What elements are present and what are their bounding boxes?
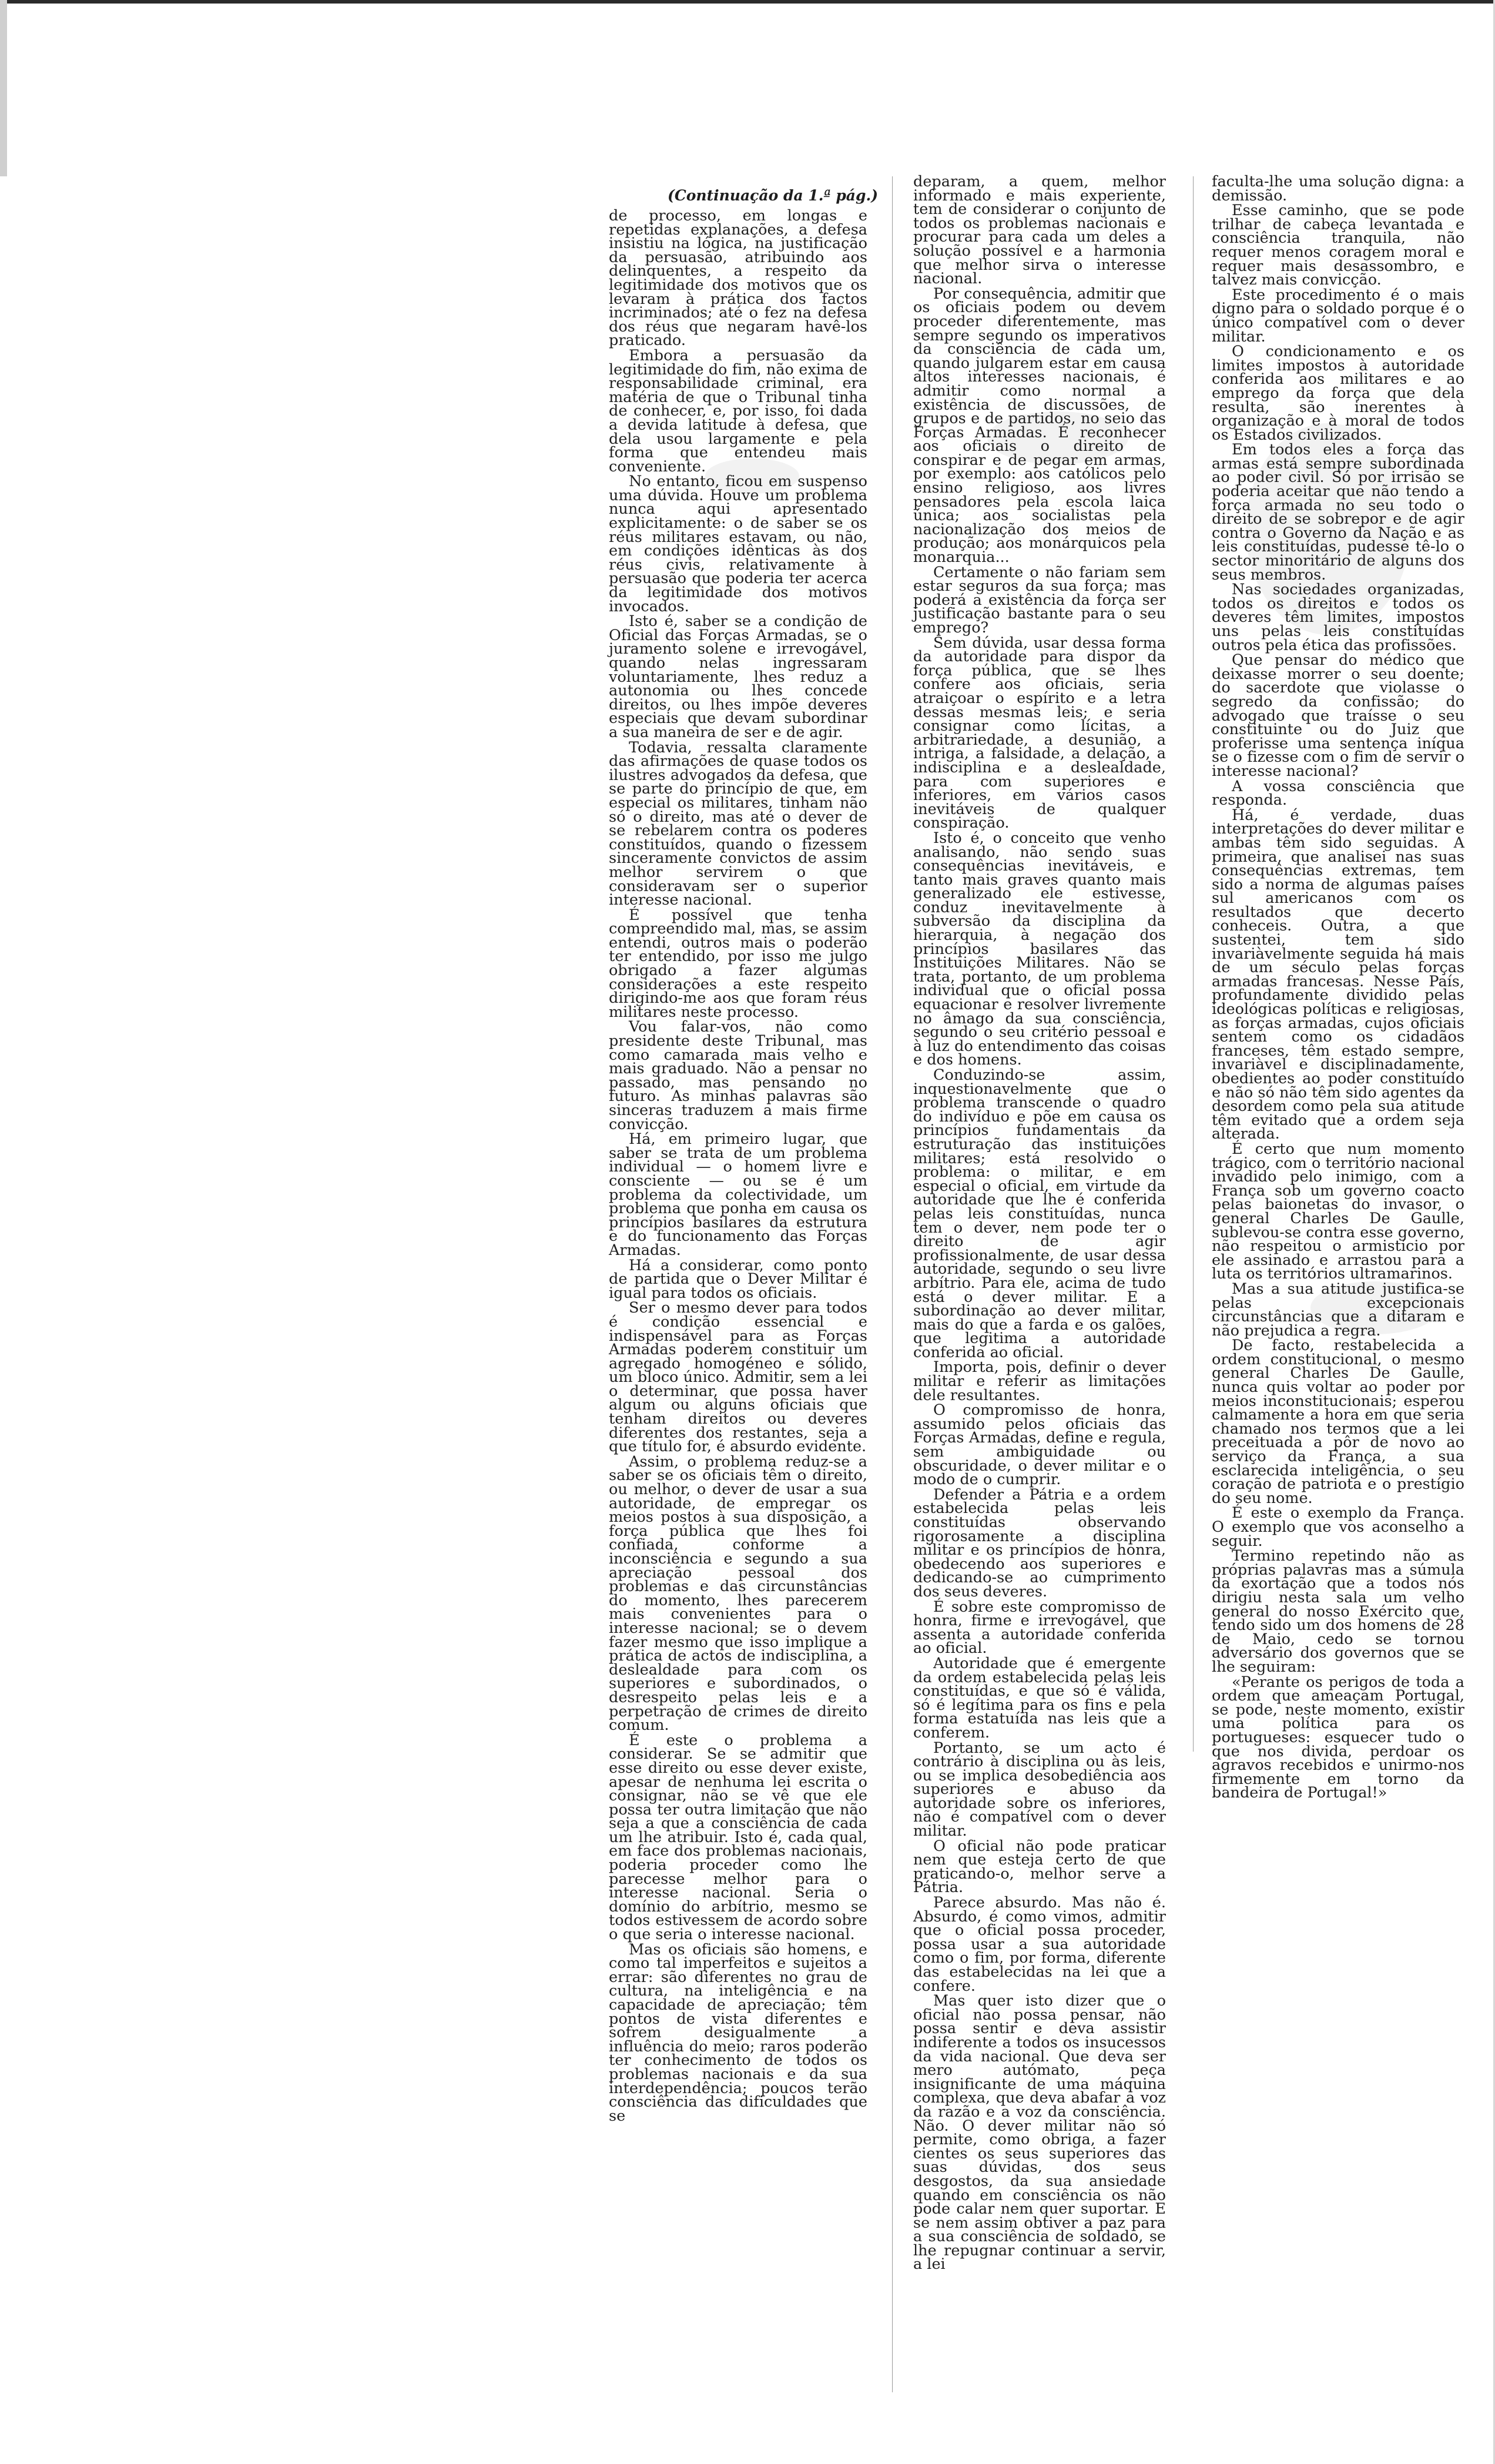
article-paragraph: Vou falar-vos, não como presidente deste Tribunal, mas como camarada mais velho e mais graduado. Não a pensar no passado, mas pensando no futuro. As minhas palavras são sinceras traduzem a mais firme convicção. <box>609 1018 867 1133</box>
article-paragraph: Parece absurdo. Mas não é. Absurdo, é como vimos, admitir que o oficial possa proceder, possa usar a sua autoridade como o fim, por forma, diferente das estabelecidas na lei que a confere. <box>913 1894 1166 1995</box>
article-paragraph: Este procedimento é o mais digno para o soldado porque é o único compatível com o dever militar. <box>1212 286 1464 346</box>
article-paragraph: Esse caminho, que se pode trilhar de cabeça levantada e consciência tranquila, não requer menos coragem moral e requer mais desassombro, e talvez mais convicção. <box>1212 202 1464 289</box>
article-paragraph: deparam, a quem, melhor informado e mais experiente, tem de considerar o conjunto de todos os problemas nacionais e procurar para cada um deles a solução possível e a harmonia que melhor sirva o interesse nacional. <box>913 173 1166 288</box>
article-paragraph: O oficial não pode praticar nem que esteja certo de que praticando-o, melhor serve a Pátria. <box>913 1837 1166 1897</box>
article-paragraph: Isto é, o conceito que venho analisando, não sendo suas consequências inevitáveis, e tanto mais graves quanto mais generalizado ele estivesse, conduz inevitavelmente à subversão da disciplina da hierarquia, à negação dos princípios basilares das Instituições Militares. Não se trata, portanto, de um problema individual que o oficial possa equacionar e resolver livremente no âmago da sua consciência, segundo o seu critério pessoal e à luz do entendimento das coisas e dos homens. <box>913 829 1166 1069</box>
article-column-2 <box>913 175 1166 2273</box>
article-paragraph: Em todos eles a força das armas está sempre subordinada ao poder civil. Só por irrisão se poderia aceitar que não tendo a força armada no seu todo o direito de se sobrepor e de agir contra o Governo da Nação e as leis constituídas, pudesse tê-lo o sector minoritário de alguns dos seus membros. <box>1212 441 1464 584</box>
scan-left-shadow <box>0 0 7 176</box>
column-divider <box>892 176 893 2392</box>
scan-top-edge <box>0 0 1495 4</box>
article-column-1 <box>609 209 867 2124</box>
article-paragraph: No entanto, ficou em suspenso uma dúvida. Houve um problema nunca aqui apresentado explicitamente: o de saber se os réus militares estavam, ou não, em condições idênticas às dos réus civis, relativamente à persuasão que poderia ter acerca da legitimidade dos motivos invocados. <box>609 473 867 615</box>
continuation-header: (Continuação da 1.ª pág.) <box>668 187 879 204</box>
article-paragraph: Há a considerar, como ponto de partida que o Dever Militar é igual para todos os oficiais. <box>609 1256 867 1302</box>
column-divider <box>1193 176 1194 1752</box>
article-paragraph: Todavia, ressalta claramente das afirmações de quase todos os ilustres advogados da defesa, que se parte do princípio de que, em especial os militares, tinham não só o direito, mas até o dever de se rebelarem contra os poderes constituídos, quando o fizessem sinceramente convictos de assim melhor servirem o que consideravam ser o superior interesse nacional. <box>609 738 867 909</box>
article-paragraph: Mas os oficiais são homens, e como tal imperfeitos e sujeitos a errar: são diferentes no grau de cultura, na inteligência e na capacidade de apreciação; têm pontos de vista diferentes e sofrem desigualmente a influência do meio; raros poderão ter conhecimento de todos os problemas nacionais e da sua interdependência; poucos terão consciência das dificuldades que se <box>609 1940 867 2125</box>
article-paragraph: Importa, pois, definir o dever militar e referir as limitações dele resultantes. <box>913 1358 1166 1404</box>
article-paragraph: A vossa consciência que responda. <box>1212 777 1464 809</box>
article-paragraph: Nas sociedades organizadas, todos os direitos e todos os deveres têm limites, impostos uns pelas leis constituídas outros pela ética das profissões. <box>1212 581 1464 654</box>
article-paragraph: Autoridade que é emergente da ordem estabelecida pelas leis constituídas, e que só é válida, só é legítima para os fins e pela forma estatuída nas leis que a conferem. <box>913 1654 1166 1742</box>
article-paragraph: Que pensar do médico que deixasse morrer o seu doente; do sacerdote que violasse o segredo da confissão; do advogado que traísse o seu constituinte ou do Juiz que proferisse uma sentença iníqua se o fizesse com o fim de servir o interesse nacional? <box>1212 651 1464 780</box>
article-paragraph: Mas a sua atitude justifica-se pelas excepcionais circunstâncias que a ditaram e não prejudica a regra. <box>1212 1280 1464 1340</box>
article-paragraph: Há, é verdade, duas interpretações do dever militar e ambas têm sido seguidas. A primeira, que analisei nas suas consequências extremas, tem sido a norma de algumas países sul americanos com os resultados que decerto conheceis. Outra, a que sustentei, tem sido invariàvelmente seguida há mais de um século pelas forças armadas francesas. Nesse País, profundamente dividido pelas ideológicas políticas e religiosas, as forças armadas, cujos oficiais sentem como os cidadãos franceses, têm estado sempre, invariàvel e disciplinadamente, obedientes ao poder constituído e não só não têm sido agentes da desordem como pela sua atitude têm evitado que a ordem seja alterada. <box>1212 806 1464 1143</box>
article-paragraph: De facto, restabelecida a ordem constitucional, o mesmo general Charles De Gaulle, nunca quis voltar ao poder por meios inconstitucionais; esperou calmamente a hora em que seria chamado nos termos que a lei preceituada a pôr de novo ao serviço da França, a sua esclarecida inteligência, o seu coração de patriota e o prestígio do seu nome. <box>1212 1337 1464 1507</box>
article-paragraph: Termino repetindo não as próprias palavras mas a súmula da exortação que a todos nós dirigiu nesta sala um velho general do nosso Exército que, tendo sido um dos homens de 28 de Maio, cedo se tornou adversário dos governos que se lhe seguiram: <box>1212 1547 1464 1676</box>
article-paragraph: Defender a Pátria e a ordem estabelecida pelas leis constituídas observando rigorosamente a disciplina militar e os princípios de honra, obedecendo aos superiores e dedicando-se ao cumprimento dos seus deveres. <box>913 1485 1166 1601</box>
article-paragraph: É este o problema a considerar. Se se admitir que esse direito ou esse dever existe, apesar de nenhuma lei escrita o consignar, não se vê que ele possa ter outra limitação que não seja a que a consciência de cada um lhe atribuir. Isto é, cada qual, em face dos problemas nacionais, poderia proceder como lhe parecesse melhor para o interesse nacional. Seria o domínio do arbítrio, mesmo se todos estivessem de acordo sobre o que seria o interesse nacional. <box>609 1731 867 1944</box>
article-paragraph: Por consequência, admitir que os oficiais podem ou devem proceder diferentemente, mas sempre segundo os imperativos da consciência de cada um, quando julgarem estar em causa altos interesses nacionais, é admitir como normal a existência de discussões, de grupos e de partidos, no seio das Forças Armadas. É reconhecer aos oficiais o direito de conspirar e de pegar em armas, por exemplo: aos católicos pelo ensino religioso, aos livres pensadores pela escola laica única; aos socialistas pela nacionalização dos meios de produção; aos monárquicos pela monarquia... <box>913 284 1166 567</box>
article-paragraph: É sobre este compromisso de honra, firme e irrevogável, que assenta a autoridade conferida ao oficial. <box>913 1598 1166 1658</box>
article-paragraph: de processo, em longas e repetidas explanações, a defesa insistiu na lógica, na justificação da persuasão, atribuindo aos delinquentes, a respeito da legitimidade dos motivos que os levaram à prática dos factos incriminados; até o fez na defesa dos réus que negaram havê-los praticado. <box>609 207 867 350</box>
article-paragraph: É este o exemplo da França. O exemplo que vos aconselho a seguir. <box>1212 1504 1464 1550</box>
article-column-3 <box>1212 175 1464 1802</box>
article-paragraph: Sem dúvida, usar dessa forma da autoridade para dispor da força pública, que se lhes confere aos oficiais, seria atraiçoar o espírito e a letra dessas mesmas leis; e seria consignar como lícitas, a arbitrariedade, a desunião, a intriga, a falsidade, a delação, a indisciplina e a deslealdade, para com superiores e inferiores, em vários casos inevitáveis de qualquer conspiração. <box>913 634 1166 832</box>
article-paragraph: Mas quer isto dizer que o oficial não possa pensar, não possa sentir e deva assistir indiferente a todos os insucessos da vida nacional. Que deva ser mero autómato, peça insignificante de uma máquina complexa, que deva abafar a voz da razão e a voz da consciência. Não. O dever militar não só permite, como obriga, a fazer cientes os seus superiores das suas dúvidas, dos seus desgostos, da sua ansiedade quando em consciência os não pode calar nem quer suportar. E se nem assim obtiver a paz para a sua consciência de soldado, se lhe repugnar continuar a servir, a lei <box>913 1992 1166 2274</box>
article-paragraph: Embora a persuasão da legitimidade do fim, não exima de responsabilidade criminal, era matéria de que o Tribunal tinha de conhecer, e, por isso, foi dada a devida latitude à defesa, que dela usou largamente e pela forma que entendeu mais conveniente. <box>609 346 867 476</box>
article-paragraph: É possível que tenha compreendido mal, mas, se assim entendi, outros mais o poderão ter entendido, por isso me julgo obrigado a fazer algumas considerações a este respeito dirigindo-me aos que foram réus militares neste processo. <box>609 906 867 1021</box>
article-paragraph: Assim, o problema reduz-se a saber se os oficiais têm o direito, ou melhor, o dever de usar a sua autoridade, de empregar os meios postos à sua disposição, a força pública que lhes foi confiada, conforme a inconsciência e segundo a sua apreciação pessoal dos problemas e das circunstâncias do momento, lhes parecerem mais convenientes para o interesse nacional; se o devem fazer mesmo que isso implique a prática de actos de indisciplina, a deslealdade para com os superiores e subordinados, o desrespeito pelas leis e a perpetração de crimes de direito comum. <box>609 1452 867 1735</box>
article-paragraph: O condicionamento e os limites impostos à autoridade conferida aos militares e ao emprego da força que dela resulta, são inerentes à organização e à moral de todos os Estados civilizados. <box>1212 343 1464 444</box>
article-paragraph: Portanto, se um acto é contrário à disciplina ou às leis, ou se implica desobediência aos superiores e abuso da autoridade sobre os inferiores, não é compatível com o dever militar. <box>913 1739 1166 1840</box>
article-paragraph: É certo que num momento trágico, com o território nacional invadido pelo inimigo, com a França sob um governo coacto pelas baionetas do invasor, o general Charles De Gaulle, sublevou-se contra esse governo, não respeitou o armistício por ele assinado e arrastou para a luta os territórios ultramarinos. <box>1212 1140 1464 1283</box>
article-paragraph: Certamente o não fariam sem estar seguros da sua força; mas poderá a existência da força ser justificação bastante para o seu emprego? <box>913 563 1166 637</box>
article-paragraph: Há, em primeiro lugar, que saber se trata de um problema individual — o homem livre e consciente — ou se é um problema da colectividade, um problema que ponha em causa os princípios basilares da estrutura e do funcionamento das Forças Armadas. <box>609 1130 867 1259</box>
article-paragraph: O compromisso de honra, assumido pelos oficiais das Forças Armadas, define e regula, sem ambiguidade ou obscuridade, o dever militar e o modo de o cumprir. <box>913 1401 1166 1489</box>
article-paragraph: Isto é, saber se a condição de Oficial das Forças Armadas, se o juramento solene e irrevogável, quando nelas ingressaram voluntariamente, lhes reduz a autonomia ou lhes concede direitos, ou lhes impõe deveres especiais que devam subordinar a sua maneira de ser e de agir. <box>609 612 867 741</box>
article-paragraph: faculta-lhe uma solução digna: a demissão. <box>1212 173 1464 205</box>
article-paragraph: «Perante os perigos de toda a ordem que ameaçam Portugal, se pode, neste momento, existir uma política para os portugueses: esquecer tudo o que nos divida, perdoar os agravos recebidos e unirmo-nos firmemente em torno da bandeira de Portugal!» <box>1212 1673 1464 1802</box>
article-paragraph: Ser o mesmo dever para todos é condição essencial e indispensável para as Forças Armadas poderem constituir um agregado homogéneo e sólido, um bloco único. Admitir, sem a lei o determinar, que possa haver algum ou alguns oficiais que tenham direitos ou deveres diferentes dos restantes, seja a que título for, é absurdo evidente. <box>609 1299 867 1456</box>
article-paragraph: Conduzindo-se assim, inquestionavelmente que o problema transcende o quadro do indivíduo e põe em causa os princípios fundamentais da estruturação das instituições militares; está resolvido o problema: o militar, e em especial o oficial, em virtude da autoridade que lhe é conferida pelas leis constituídas, nunca tem o dever, nem pode ter o direito de agir profissionalmente, de usar dessa autoridade, segundo o seu livre arbítrio. Para ele, acima de tudo está o dever militar. E a subordinação ao dever militar, mais do que a farda e os galões, que legitima a autoridade conferida ao oficial. <box>913 1066 1166 1361</box>
